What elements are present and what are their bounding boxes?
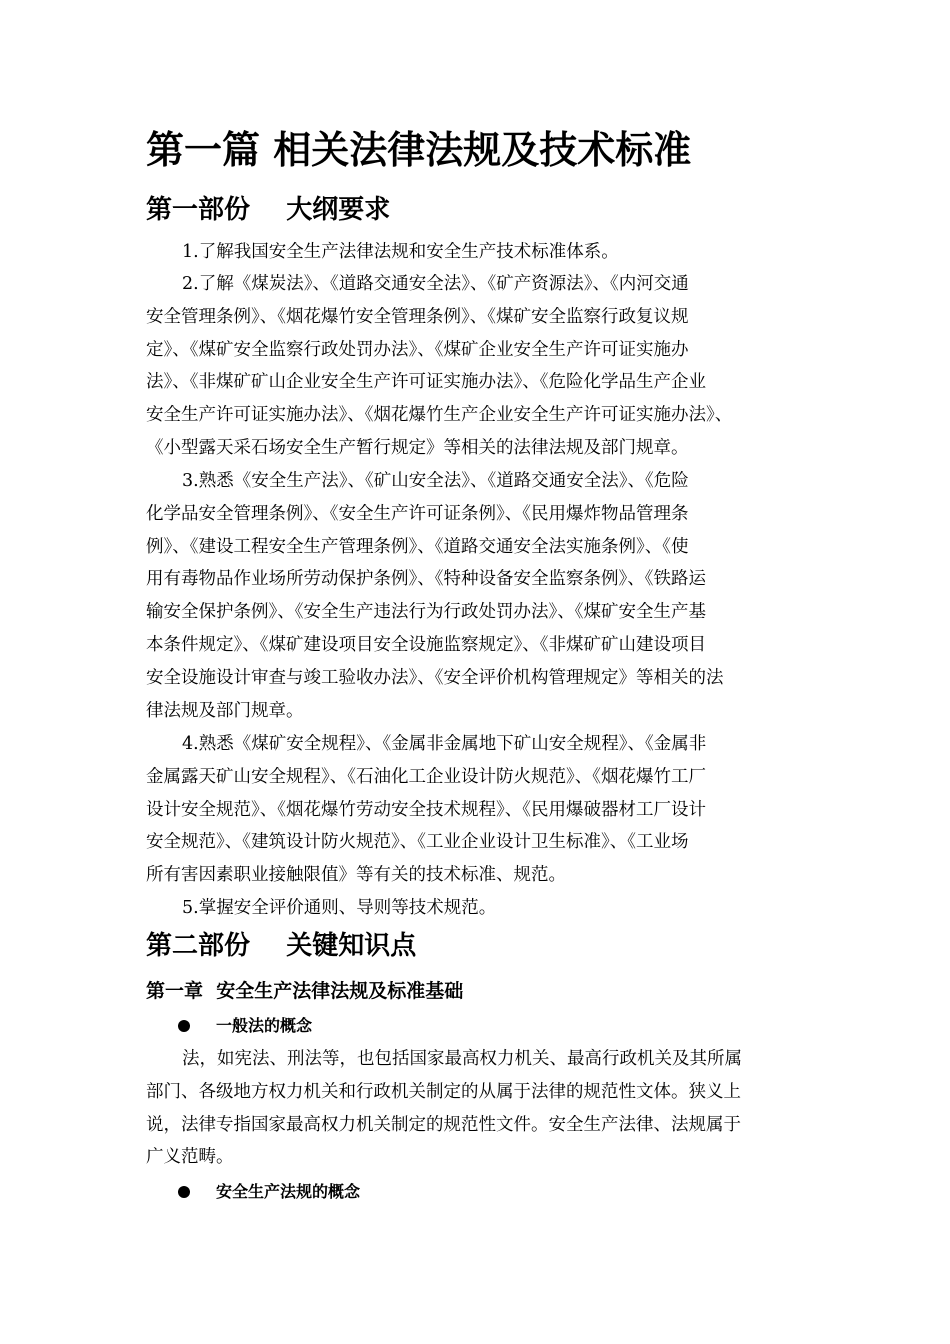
part1-heading: 第一部份 大纲要求 [146, 195, 391, 225]
bullet-icon [178, 1186, 190, 1198]
document-title: 第一篇 相关法律法规及技术标准 [146, 128, 692, 172]
text-line: 金属露天矿山安全规程》、《石油化工企业设计防火规范》、《烟花爆竹工厂 [146, 766, 706, 787]
text-line: 法》、《非煤矿矿山企业安全生产许可证实施办法》、《危险化学品生产企业 [146, 372, 706, 393]
body-paragraph [146, 1043, 796, 1174]
text-line: 说，法律专指国家最高权力机关制定的规范性文件。安全生产法律、法规属于 [146, 1114, 741, 1135]
text-line: 安全生产许可证实施办法》、《烟花爆竹生产企业安全生产许可证实施办法》、 [146, 405, 733, 426]
text-line: 用有毒物品作业场所劳动保护条例》、《特种设备安全监察条例》、《铁路运 [146, 569, 706, 590]
outline-item-1 [146, 236, 796, 269]
text-line: 4.熟悉《煤矿安全规程》、《金属非金属地下矿山安全规程》、《金属非 [182, 734, 707, 754]
text-line: 2.了解《煤炭法》、《道路交通安全法》、《矿产资源法》、《内河交通 [182, 274, 689, 294]
outline-item-5 [146, 892, 796, 925]
bullet-item [178, 1179, 360, 1205]
text-line: 法，如宪法、刑法等，也包括国家最高权力机关、最高行政机关及其所属 [182, 1049, 742, 1069]
text-line: 部门、各级地方权力机关和行政机关制定的从属于法律的规范性文体。狭义上 [146, 1081, 741, 1102]
text-line: 设计安全规范》、《烟花爆竹劳动安全技术规程》、《民用爆破器材工厂设计 [146, 799, 706, 820]
text-line: 所有害因素职业接触限值》等有关的技术标准、规范。 [146, 865, 566, 886]
text-line: 3.熟悉《安全生产法》、《矿山安全法》、《道路交通安全法》、《危险 [182, 471, 689, 491]
text-line: 5.掌握安全评价通则、导则等技术规范。 [182, 898, 497, 918]
text-line: 输安全保护条例》、《安全生产违法行为行政处罚办法》、《煤矿安全生产基 [146, 602, 706, 623]
chapter-heading: 第一章 安全生产法律法规及标准基础 [146, 980, 464, 1002]
bullet-item [178, 1013, 312, 1039]
outline-item-3 [146, 465, 796, 727]
text-line: 例》、《建设工程安全生产管理条例》、《道路交通安全法实施条例》、《使 [146, 536, 689, 557]
outline-item-2 [146, 268, 796, 465]
bullet-icon [178, 1020, 190, 1032]
bullet-label: 安全生产法规的概念 [216, 1182, 361, 1201]
text-line: 安全设施设计审查与竣工验收办法》、《安全评价机构管理规定》等相关的法 [146, 667, 724, 688]
text-line: 化学品安全管理条例》、《安全生产许可证条例》、《民用爆炸物品管理条 [146, 503, 689, 524]
outline-item-4 [146, 728, 796, 892]
text-line: 定》、《煤矿安全监察行政处罚办法》、《煤矿企业安全生产许可证实施办 [146, 339, 689, 360]
text-line: 律法规及部门规章。 [146, 700, 304, 721]
bullet-label: 一般法的概念 [216, 1016, 313, 1035]
text-line: 《小型露天采石场安全生产暂行规定》等相关的法律法规及部门规章。 [146, 437, 689, 458]
text-line: 本条件规定》、《煤矿建设项目安全设施监察规定》、《非煤矿矿山建设项目 [146, 634, 706, 655]
text-line: 安全管理条例》、《烟花爆竹安全管理条例》、《煤矿安全监察行政复议规 [146, 306, 689, 327]
text-line: 安全规范》、《建筑设计防火规范》、《工业企业设计卫生标准》、《工业场 [146, 832, 689, 853]
text-line: 1.了解我国安全生产法律法规和安全生产技术标准体系。 [182, 242, 619, 262]
part2-heading: 第二部份 关键知识点 [146, 931, 417, 961]
text-line: 广义范畴。 [146, 1147, 234, 1168]
